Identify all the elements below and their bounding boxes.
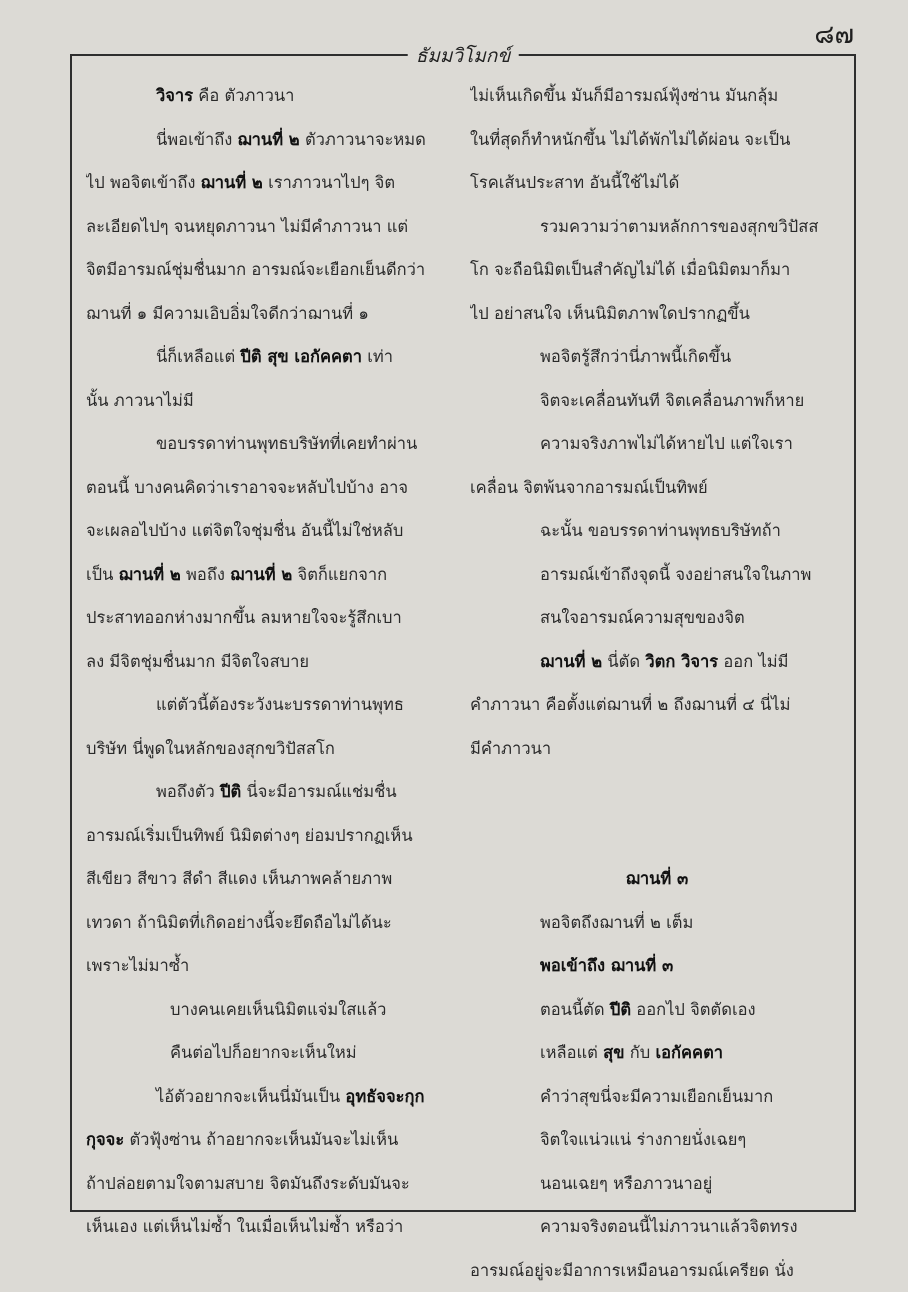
bold-term: พอเข้าถึง	[540, 956, 611, 975]
bold-term: ปีติ	[610, 1000, 631, 1019]
text-line	[470, 205, 844, 249]
bold-term: กุจจะ	[86, 1130, 124, 1149]
text-line	[470, 553, 844, 597]
text-line	[86, 1031, 460, 1075]
text-segment: คำภาวนา คือตั้งแต่ฌานที่ ๒ ถึงฌานที่ ๔ นี่ไม่	[470, 695, 790, 714]
text-line	[470, 161, 844, 205]
text-segment: นี่พอเข้าถึง	[156, 130, 238, 149]
text-line	[470, 292, 844, 336]
bold-term: ฌานที่ ๒	[238, 130, 300, 149]
text-segment: ไม่เห็นเกิดขึ้น มันก็มีอารมณ์ฟุ้งซ่าน มันกลุ้ม	[470, 86, 778, 105]
bold-term: ปีติ	[220, 782, 241, 801]
text-line	[86, 466, 460, 510]
text-segment: ขอบรรดาท่านพุทธบริษัทที่เคยทำผ่าน	[156, 434, 417, 453]
text-line	[86, 161, 460, 205]
text-segment: เคลื่อน จิตพ้นจากอารมณ์เป็นทิพย์	[470, 478, 708, 497]
text-segment: ตอนนี้ บางคนคิดว่าเราอาจจะหลับไปบ้าง อาจ	[86, 478, 408, 497]
text-segment: เพราะไม่มาซ้ำ	[86, 956, 189, 975]
text-segment: กับ	[625, 1043, 656, 1062]
bold-term: ฌานที่ ๒	[201, 173, 263, 192]
text-segment: ไป พอจิตเข้าถึง	[86, 173, 201, 192]
text-line	[470, 422, 844, 466]
text-line	[86, 118, 460, 162]
text-segment: ออกไป จิตตัดเอง	[631, 1000, 756, 1019]
text-line	[470, 118, 844, 162]
text-segment: สนใจอารมณ์ความสุขของจิต	[540, 608, 745, 627]
left-column	[86, 74, 460, 1249]
text-segment: นี่ก็เหลือแต่	[156, 347, 240, 366]
text-segment: จิตก็แยกจาก	[292, 565, 387, 584]
text-line	[86, 335, 460, 379]
text-segment: นั้น ภาวนาไม่มี	[86, 391, 194, 410]
text-segment: จิตใจแน่วแน่ ร่างกายนั่งเฉยๆ	[540, 1130, 746, 1149]
bold-term: วิตก วิจาร	[645, 652, 718, 671]
text-line	[86, 727, 460, 771]
bold-term: วิจาร	[156, 86, 193, 105]
text-line	[86, 770, 460, 814]
text-line	[86, 205, 460, 249]
text-line	[86, 988, 460, 1032]
text-line	[86, 857, 460, 901]
text-segment: ตอนนี้ตัด	[540, 1000, 610, 1019]
text-line	[86, 553, 460, 597]
text-segment: ออก ไม่มี	[718, 652, 788, 671]
text-segment: พอจิตถึงฌานที่ ๒ เต็ม	[540, 913, 693, 932]
text-line	[86, 1075, 460, 1119]
text-line	[470, 944, 844, 988]
text-segment: ตัวภาวนาจะหมด	[300, 130, 426, 149]
text-segment: พอจิตรู้สึกว่านี่ภาพนี้เกิดขึ้น	[540, 347, 731, 366]
bold-term: ปีติ สุข เอกัคคตา	[240, 347, 362, 366]
text-segment: นอนเฉยๆ หรือภาวนาอยู่	[540, 1174, 712, 1193]
text-segment: เห็นเอง แต่เห็นไม่ซ้ำ ในเมื่อเห็นไม่ซ้ำ หรือว่า	[86, 1217, 403, 1236]
text-segment: โก จะถือนิมิตเป็นสำคัญไม่ได้ เมื่อนิมิตมาก็มา	[470, 260, 790, 279]
bold-term: ฌานที่ ๒	[540, 652, 602, 671]
text-segment: อารมณ์เริ่มเป็นทิพย์ นิมิตต่างๆ ย่อมปรากฏเห็น	[86, 826, 413, 845]
text-segment: เท่า	[362, 347, 393, 366]
text-segment: พอถึงตัว	[156, 782, 220, 801]
text-segment: ความจริงตอนนี้ไม่ภาวนาแล้วจิตทรง	[540, 1217, 798, 1236]
text-segment: โรคเส้นประสาท อันนี้ใช้ไม่ได้	[470, 173, 679, 192]
text-segment: ฌานที่ ๑ มีความเอิบอิ่มใจดีกว่าฌานที่ ๑	[86, 304, 369, 323]
text-frame	[70, 54, 856, 1212]
book-title: ธัมมวิโมกข์	[408, 41, 519, 71]
text-segment: เทวดา ถ้านิมิตที่เกิดอย่างนี้จะยึดถือไม่ได้นะ	[86, 913, 392, 932]
text-line	[86, 944, 460, 988]
text-line	[86, 74, 460, 118]
bold-term: อุทธัจจะกุก	[345, 1087, 424, 1106]
text-line	[470, 335, 844, 379]
text-segment: บริษัท นี่พูดในหลักของสุกขวิปัสสโก	[86, 739, 335, 758]
bold-term: ฌานที่ ๓	[611, 956, 674, 975]
text-line	[86, 814, 460, 858]
text-segment: ความจริงภาพไม่ได้หายไป แต่ใจเรา	[540, 434, 793, 453]
text-line	[86, 422, 460, 466]
text-line	[470, 770, 844, 814]
text-line	[470, 727, 844, 771]
text-segment: จะเผลอไปบ้าง แต่จิตใจชุ่มชื่น อันนี้ไม่ใช่หลับ	[86, 521, 403, 540]
text-line	[86, 379, 460, 423]
text-line	[470, 814, 844, 858]
text-segment: จิตมีอารมณ์ชุ่มชื่นมาก อารมณ์จะเยือกเย็นดีกว่า	[86, 260, 425, 279]
text-line	[470, 1205, 844, 1249]
text-segment: ละเอียดไปๆ จนหยุดภาวนา ไม่มีคำภาวนา แต่	[86, 217, 408, 236]
text-segment: บางคนเคยเห็นนิมิตแจ่มใสแล้ว	[170, 1000, 386, 1019]
text-segment: ไอ้ตัวอยากจะเห็นนี่มันเป็น	[156, 1087, 345, 1106]
text-line	[86, 248, 460, 292]
text-segment: ตัวฟุ้งซ่าน ถ้าอยากจะเห็นมันจะไม่เห็น	[124, 1130, 398, 1149]
text-line	[470, 1075, 844, 1119]
text-line	[86, 1205, 460, 1249]
text-segment: เหลือแต่	[540, 1043, 603, 1062]
text-line	[470, 596, 844, 640]
text-segment: จิตจะเคลื่อนทันที จิตเคลื่อนภาพก็หาย	[540, 391, 804, 410]
text-line	[470, 379, 844, 423]
text-segment: รวมความว่าตามหลักการของสุกขวิปัสส	[540, 217, 818, 236]
text-line	[86, 640, 460, 684]
text-line	[86, 901, 460, 945]
text-line	[86, 292, 460, 336]
page-number: ๘๗	[814, 14, 854, 55]
text-segment: เป็น	[86, 565, 119, 584]
bold-term: เอกัคคตา	[655, 1043, 723, 1062]
bold-term: ฌานที่ ๒	[230, 565, 292, 584]
text-line	[470, 683, 844, 727]
text-line	[86, 1162, 460, 1206]
bold-term: ฌานที่ ๒	[119, 565, 181, 584]
text-line	[86, 1118, 460, 1162]
text-line	[470, 74, 844, 118]
bold-term: สุข	[603, 1043, 624, 1062]
text-segment: มีคำภาวนา	[470, 739, 551, 758]
right-column	[470, 74, 844, 1292]
text-segment: ถ้าปล่อยตามใจตามสบาย จิตมันถึงระดับมันจะ	[86, 1174, 410, 1193]
text-segment: ลง มีจิตชุ่มชื่นมาก มีจิตใจสบาย	[86, 652, 309, 671]
text-segment: เราภาวนาไปๆ จิต	[263, 173, 395, 192]
text-segment: นี่จะมีอารมณ์แช่มชื่น	[241, 782, 396, 801]
text-segment: ในที่สุดก็ทำหนักขึ้น ไม่ได้พักไม่ได้ผ่อน จะเป็น	[470, 130, 790, 149]
text-line	[470, 988, 844, 1032]
text-line	[86, 683, 460, 727]
text-line	[470, 509, 844, 553]
text-line	[470, 248, 844, 292]
text-segment: นี่ตัด	[602, 652, 645, 671]
text-segment: สีเขียว สีขาว สีดำ สีแดง เห็นภาพคล้ายภาพ	[86, 869, 392, 888]
text-segment: แต่ตัวนี้ต้องระวังนะบรรดาท่านพุทธ	[156, 695, 404, 714]
text-line	[470, 901, 844, 945]
text-segment: ไป อย่าสนใจ เห็นนิมิตภาพใดปรากฏขึ้น	[470, 304, 750, 323]
text-line	[470, 1162, 844, 1206]
text-line	[86, 596, 460, 640]
text-line	[470, 466, 844, 510]
text-line	[470, 1118, 844, 1162]
text-line	[86, 509, 460, 553]
text-segment: อารมณ์เข้าถึงจุดนี้ จงอย่าสนใจในภาพ	[540, 565, 811, 584]
text-segment: คำว่าสุขนี่จะมีความเยือกเย็นมาก	[540, 1087, 773, 1106]
text-segment: อารมณ์อยู่จะมีอาการเหมือนอารมณ์เครียด นั่ง	[470, 1261, 794, 1280]
bold-term: ฌานที่ ๓	[626, 869, 689, 888]
text-segment: ฉะนั้น ขอบรรดาท่านพุทธบริษัทถ้า	[540, 521, 781, 540]
text-line	[470, 1249, 844, 1292]
text-segment: ประสาทออกห่างมากขึ้น ลมหายใจจะรู้สึกเบา	[86, 608, 402, 627]
text-line	[470, 1031, 844, 1075]
text-segment: พอถึง	[181, 565, 230, 584]
text-segment: คือ ตัวภาวนา	[193, 86, 294, 105]
text-segment: คืนต่อไปก็อยากจะเห็นใหม่	[170, 1043, 357, 1062]
text-line	[470, 857, 844, 901]
text-line	[470, 640, 844, 684]
